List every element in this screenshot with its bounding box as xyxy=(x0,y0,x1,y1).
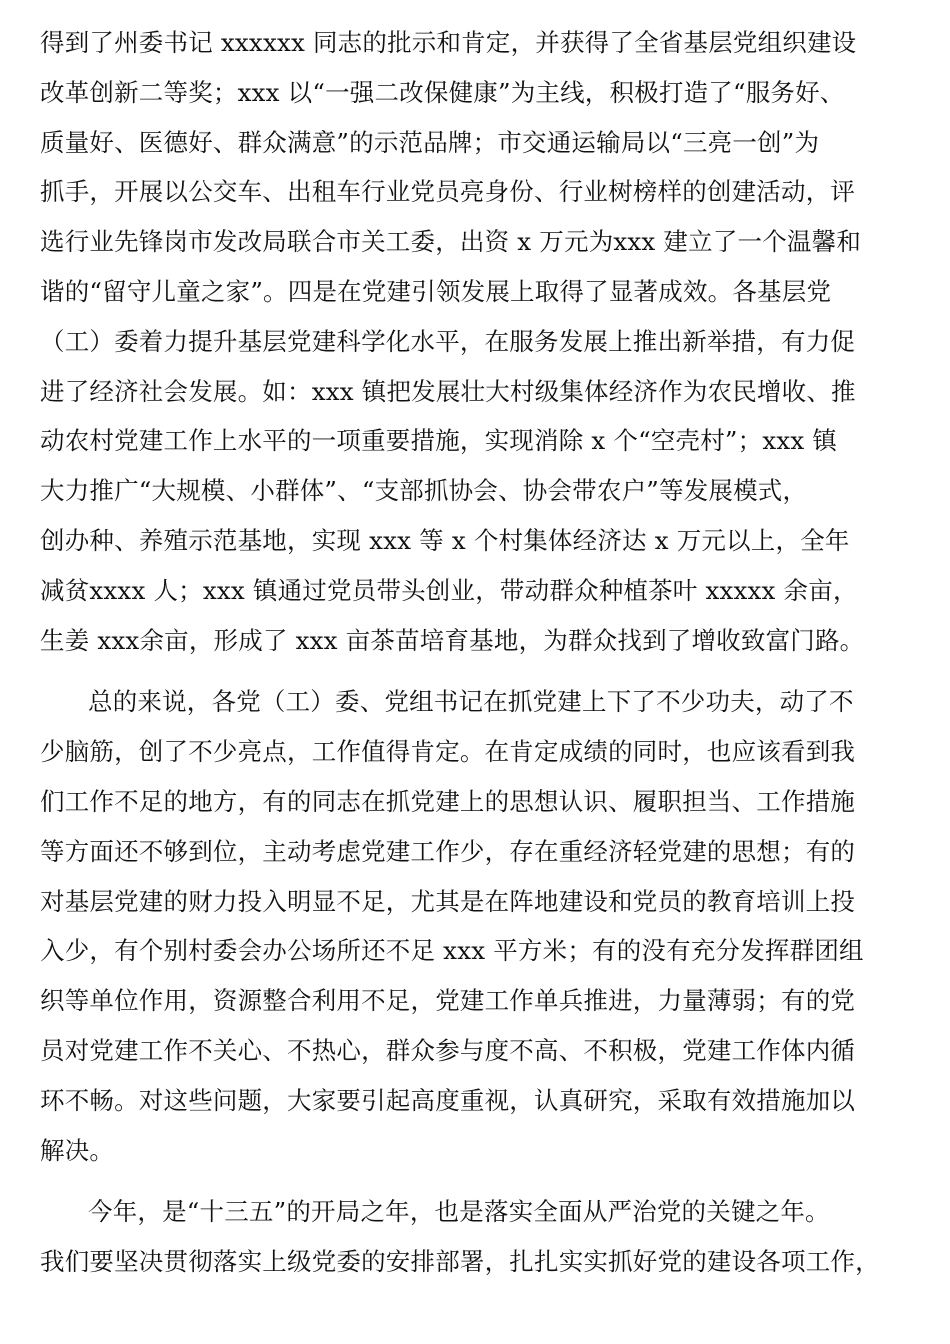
text-line: 创办种、养殖示范基地，实现 xxx 等 x 个村集体经济达 x 万元以上，全年 xyxy=(40,525,850,555)
paragraph-achievements xyxy=(40,18,910,665)
text-line: 们工作不足的地方，有的同志在抓党建上的思想认识、履职担当、工作措施 xyxy=(40,786,856,816)
text-line: 解决。 xyxy=(40,1135,115,1165)
text-line: 改革创新二等奖；xxx 以“一强二改保健康”为主线，积极打造了“服务好、 xyxy=(40,77,845,107)
text-line: 得到了州委书记 xxxxxx 同志的批示和肯定，并获得了全省基层党组织建设 xyxy=(40,28,857,57)
text-line: 等方面还不够到位，主动考虑党建工作少，存在重经济轻党建的思想；有的 xyxy=(40,836,856,866)
text-line: 员对党建工作不关心、不热心，群众参与度不高、不积极，党建工作体内循 xyxy=(40,1035,856,1065)
text-line: 减贫xxxx 人；xxx 镇通过党员带头创业，带动群众种植茶叶 xxxxx 余亩， xyxy=(40,575,858,605)
text-line: 少脑筋，创了不少亮点，工作值得肯定。在肯定成绩的同时，也应该看到我 xyxy=(40,737,856,767)
text-line: 质量好、医德好、群众满意”的示范品牌；市交通运输局以“三亮一创”为 xyxy=(40,127,820,157)
text-line: 进了经济社会发展。如：xxx 镇把发展壮大村级集体经济作为农民增收、推 xyxy=(40,376,856,406)
text-line: （工）委着力提升基层党建科学化水平，在服务发展上推出新举措，有力促 xyxy=(40,326,856,356)
text-line: 环不畅。对这些问题，大家要引起高度重视，认真研究，采取有效措施加以 xyxy=(40,1085,856,1115)
text-line: 抓手，开展以公交车、出租车行业党员亮身份、行业树榜样的创建活动，评 xyxy=(40,177,856,207)
text-line: 动农村党建工作上水平的一项重要措施，实现消除 x 个“空壳村”；xxx 镇 xyxy=(40,426,838,456)
document-page xyxy=(40,0,910,1344)
text-line: 选行业先锋岗市发改局联合市关工委，出资 x 万元为xxx 建立了一个温馨和 xyxy=(40,227,862,257)
text-line: 我们要坚决贯彻落实上级党委的安排部署，扎扎实实抓好党的建设各项工作， xyxy=(40,1247,880,1277)
text-line: 对基层党建的财力投入明显不足，尤其是在阵地建设和党员的教育培训上投 xyxy=(40,886,856,916)
text-line: 谐的“留守儿童之家”。四是在党建引领发展上取得了显著成效。各基层党 xyxy=(40,276,832,306)
paragraph-gap xyxy=(40,665,910,677)
text-line: 织等单位作用，资源整合利用不足，党建工作单兵推进，力量薄弱；有的党 xyxy=(40,986,856,1016)
text-line: 总的来说，各党（工）委、党组书记在抓党建上下了不少功夫，动了不 xyxy=(88,687,854,717)
text-line: 生姜 xxx余亩，形成了 xxx 亩茶苗培育基地，为群众找到了增收致富门路。 xyxy=(40,625,865,655)
text-line: 入少，有个别村委会办公场所还不足 xxx 平方米；有的没有充分发挥群团组 xyxy=(40,936,864,966)
text-line: 今年，是“十三五”的开局之年，也是落实全面从严治党的关键之年。 xyxy=(88,1197,830,1227)
text-line: 大力推广“大规模、小群体”、“支部抓协会、协会带农户”等发展模式， xyxy=(40,476,808,506)
paragraph-summary xyxy=(40,677,910,1175)
paragraph-this-year xyxy=(40,1187,910,1287)
paragraph-gap xyxy=(40,1175,910,1187)
